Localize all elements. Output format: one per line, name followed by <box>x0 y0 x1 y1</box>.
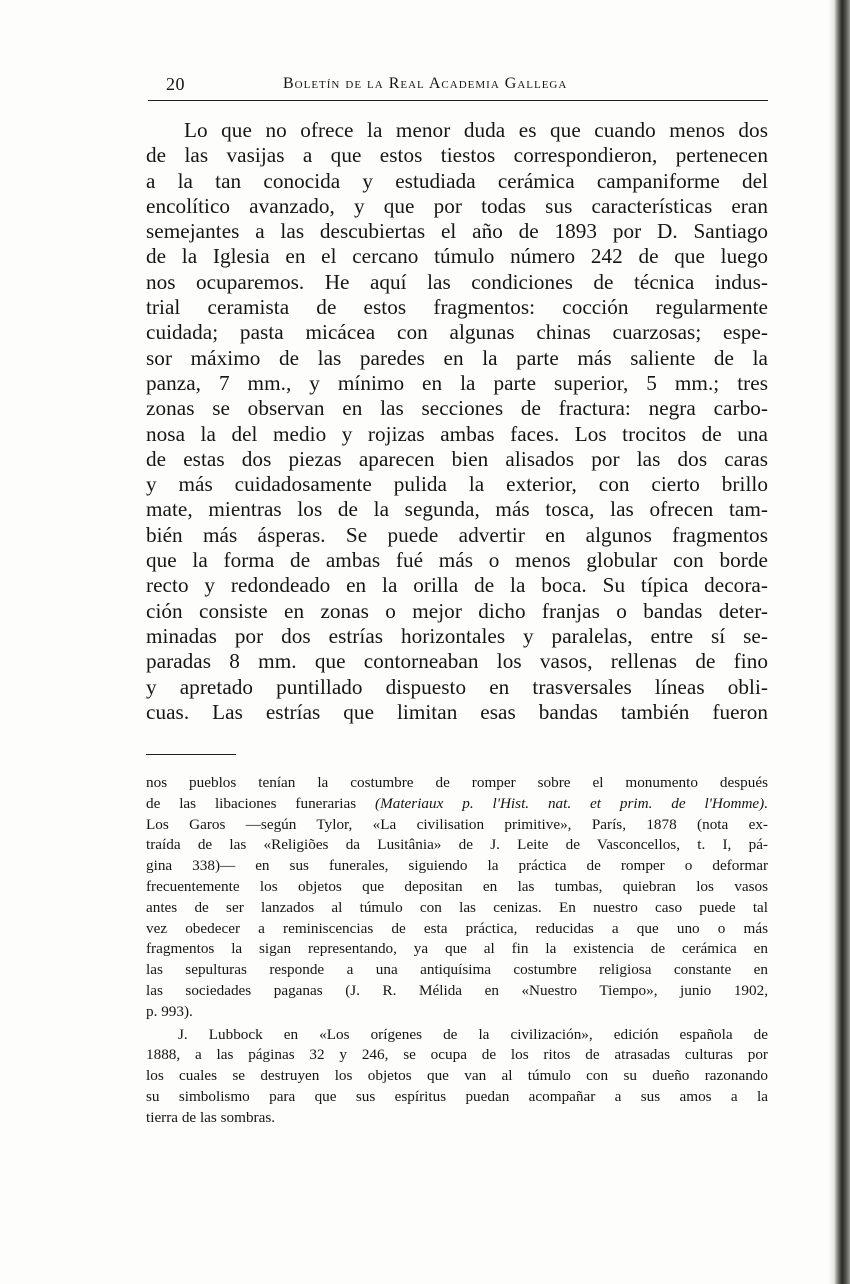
body-line: sor máximo de las paredes en la parte más saliente de la <box>146 345 768 370</box>
body-line: de estas dos piezas aparecen bien alisados por las dos caras <box>146 446 768 471</box>
page-number: 20 <box>166 74 185 94</box>
body-line: Lo que no ofrece la menor duda es que cuando menos dos <box>184 118 768 142</box>
footnote-line: gina 338)— en sus funerales, siguiendo la práctica de romper o deformar <box>146 857 768 875</box>
footnote-line: Los Garos —según Tylor, «La civilisation primitive», París, 1878 (nota ex- <box>146 815 768 833</box>
footnote-line: su simbolismo para que sus espíritus puedan acompañar a sus amos a la <box>146 1087 768 1105</box>
body-line: cuas. Las estrías que limitan esas bandas también fueron <box>146 699 768 724</box>
header-rule <box>148 100 768 101</box>
footnote-line: p. 993). <box>146 1002 193 1020</box>
footnote-line <box>146 794 768 815</box>
footnote-line: los cuales se destruyen los objetos que van al túmulo con su dueño razonando <box>146 1067 768 1085</box>
footnote-rule <box>146 754 236 755</box>
body-line: paradas 8 mm. que contorneaban los vasos, rellenas de fino <box>146 649 768 674</box>
footnotes <box>146 773 768 1129</box>
footnote-line: antes de ser lanzados al túmulo con las cenizas. En nuestro caso puede tal <box>146 898 768 916</box>
body-line: nosa la del medio y rojizas ambas faces. Los trocitos de una <box>146 421 768 446</box>
body-line: cuidada; pasta micácea con algunas chinas cuarzosas; espe- <box>146 320 768 345</box>
body-line: recto y redondeado en la orilla de la boca. Su típica decora- <box>146 573 768 598</box>
footnote-line: las sociedades paganas (J. R. Mélida en «Nuestro Tiempo», junio 1902, <box>146 981 768 999</box>
footnote-line: fragmentos la sigan representando, ya que al fin la existencia de cerámica en <box>146 940 768 958</box>
body-line: semejantes a las descubiertas el año de 1893 por D. Santiago <box>146 219 768 244</box>
footnote-line: traída de las «Religiões da Lusitânia» de J. Leite de Vasconcellos, t. I, pá- <box>146 836 768 854</box>
body-line: de la Iglesia en el cercano túmulo número 242 de que luego <box>146 244 768 269</box>
footnote-line: las sepulturas responde a una antiquísima costumbre religiosa constante en <box>146 961 768 979</box>
body-line: y más cuidadosamente pulida la exterior, con cierto brillo <box>146 472 768 497</box>
body-line: de las vasijas a que estos tiestos correspondieron, pertenecen <box>146 143 768 168</box>
body-line: nos ocuparemos. He aquí las condiciones de técnica indus- <box>146 269 768 294</box>
body-line: zonas se observan en las secciones de fractura: negra carbo- <box>146 396 768 421</box>
body-line: minadas por dos estrías horizontales y paralelas, entre sí se- <box>146 623 768 648</box>
body-line: que la forma de ambas fué más o menos globular con borde <box>146 548 768 573</box>
running-head <box>148 72 768 100</box>
footnote-text: de las libaciones funerarias <box>146 794 357 812</box>
binding-edge <box>828 0 850 1284</box>
journal-title: Boletín de la Real Academia Gallega <box>283 75 568 92</box>
footnote-citation-italic: (Materiaux p. l'Hist. nat. et prim. de l'Homme). <box>375 794 769 812</box>
footnote-line: tierra de las sombras. <box>146 1108 276 1126</box>
footnote-line: nos pueblos tenían la costumbre de romper sobre el monumento después <box>146 774 768 791</box>
main-paragraph <box>146 118 768 725</box>
body-line: a la tan conocida y estudiada cerámica campaniforme del <box>146 168 768 193</box>
footnote-line: J. Lubbock en «Los orígenes de la civilización», edición española de <box>178 1025 768 1043</box>
body-line: trial ceramista de estos fragmentos: cocción regularmente <box>146 295 768 320</box>
footnote-line: vez obedecer a reminiscencias de esta práctica, reducidas a que uno o más <box>146 919 768 937</box>
footnote-line: frecuentemente los objetos que depositan en las tumbas, quiebran los vasos <box>146 877 768 895</box>
body-line: ción consiste en zonas o mejor dicho franjas o bandas deter- <box>146 598 768 623</box>
body-line: panza, 7 mm., y mínimo en la parte superior, 5 mm.; tres <box>146 370 768 395</box>
body-line: encolítico avanzado, y que por todas sus características eran <box>146 193 768 218</box>
body-line: mate, mientras los de la segunda, más tosca, las ofrecen tam- <box>146 497 768 522</box>
body-line: bién más ásperas. Se puede advertir en algunos fragmentos <box>146 522 768 547</box>
footnote-line: 1888, a las páginas 32 y 246, se ocupa de los ritos de atrasadas culturas por <box>146 1046 768 1064</box>
body-line: y apretado puntillado dispuesto en trasversales líneas obli- <box>146 674 768 699</box>
